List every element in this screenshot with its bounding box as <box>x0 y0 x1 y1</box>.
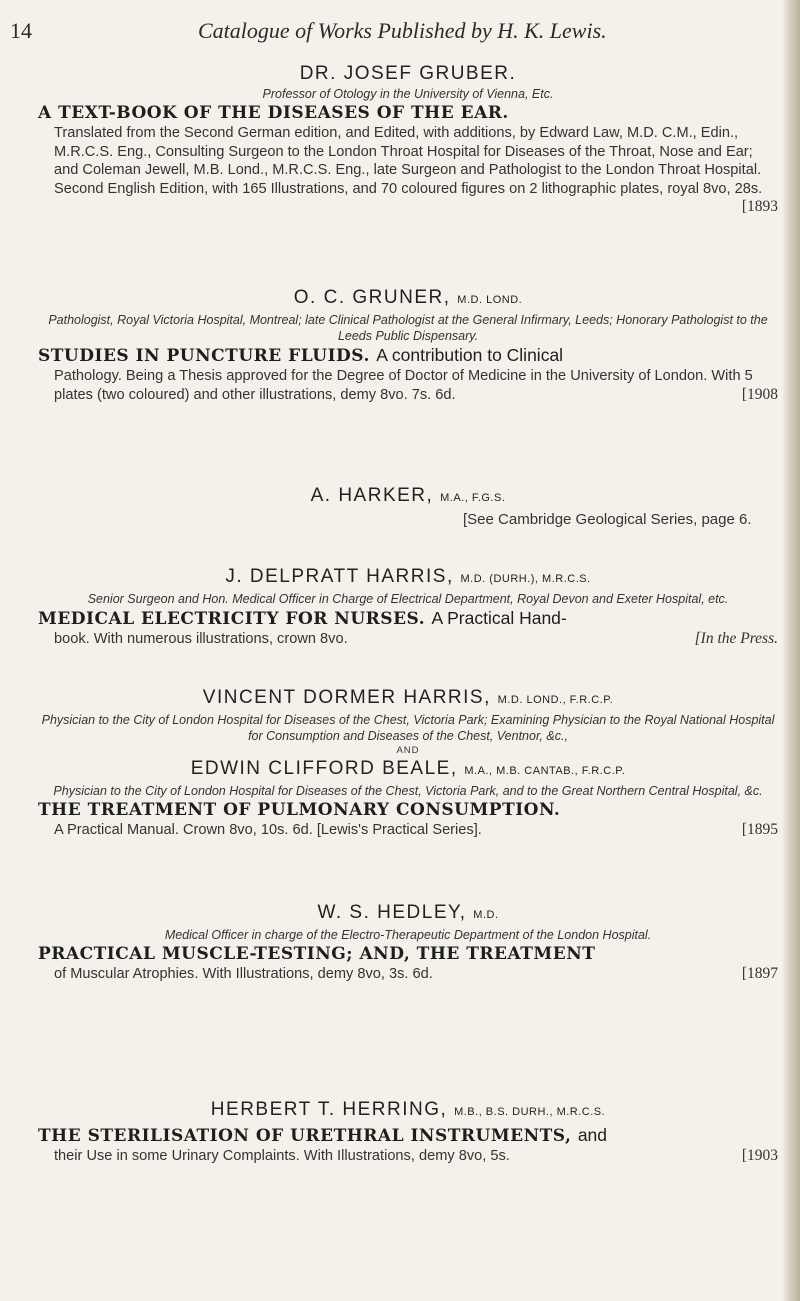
author-role: Pathologist, Royal Victoria Hospital, Montreal; late Clinical Pathologist at the General Infirmary, Leeds; Honorary Pathologist to the Leeds Public Dispensary. <box>48 313 768 343</box>
cross-reference: [See Cambridge Geological Series, page 6. <box>463 511 752 528</box>
book-title-continuation: A contribution to Clinical <box>376 345 564 365</box>
catalogue-entry-harris-beale <box>38 686 778 840</box>
author-degrees: M.B., B.S. DURH., M.R.C.S. <box>454 1106 606 1118</box>
book-title: THE TREATMENT OF PULMONARY CONSUMPTION. <box>38 800 561 820</box>
page-edge-shadow <box>782 0 800 1301</box>
book-title: PRACTICAL MUSCLE-TESTING; AND, THE TREATMENT <box>38 944 596 964</box>
author-line <box>38 686 778 712</box>
description-text: Pathology. Being a Thesis approved for the Degree of Doctor of Medicine in the University of London. With 5 plates (two coloured) and other illustrations, demy 8vo. 7s. 6d. <box>54 368 753 403</box>
book-title: STUDIES IN PUNCTURE FLUIDS. <box>38 346 370 366</box>
second-author-role: Physician to the City of London Hospital for Diseases of the Chest, Victoria Park, and to the Great Northern Central Hospital, &c. <box>53 784 763 798</box>
book-description <box>38 367 778 404</box>
author-line <box>38 286 778 312</box>
catalogue-entry-gruber <box>38 62 778 217</box>
publication-date: [1895 <box>741 821 778 838</box>
book-description <box>38 965 778 984</box>
catalogue-entry-herring <box>38 1098 778 1166</box>
author-degrees: M.D. (DURH.), M.R.C.S. <box>460 573 591 585</box>
author-line <box>38 901 778 927</box>
running-title: Catalogue of Works Published by H. K. Lewis. <box>198 18 607 43</box>
author-name: VINCENT DORMER HARRIS, <box>202 687 491 708</box>
author-degrees: M.D. LOND., F.R.C.P. <box>497 694 614 706</box>
description-text: their Use in some Urinary Complaints. With Illustrations, demy 8vo, 5s. <box>54 1148 510 1164</box>
book-title: MEDICAL ELECTRICITY FOR NURSES. <box>38 609 426 629</box>
catalogue-entry-harker <box>38 484 778 530</box>
book-description <box>38 1147 778 1166</box>
book-description <box>38 821 778 840</box>
publication-date: [1893 <box>741 198 778 215</box>
publication-date: [1897 <box>741 965 778 982</box>
author-degrees: M.D. LOND. <box>457 294 523 306</box>
and-separator: AND <box>396 745 420 756</box>
description-text: A Practical Manual. Crown 8vo, 10s. 6d. [Lewis's Practical Series]. <box>54 822 482 838</box>
running-head <box>10 18 760 48</box>
author-name: O. C. GRUNER, <box>293 287 451 308</box>
publication-date: [1908 <box>741 385 778 403</box>
publication-date: [In the Press. <box>694 630 778 647</box>
book-title-continuation: A Practical Hand- <box>431 608 567 628</box>
book-title-continuation: and <box>577 1125 608 1145</box>
author-role: Senior Surgeon and Hon. Medical Officer in Charge of Electrical Department, Royal Devon and Exeter Hospital, etc. <box>87 592 729 606</box>
book-title: THE STERILISATION OF URETHRAL INSTRUMENTS, <box>38 1126 572 1146</box>
book-title-line <box>38 344 778 367</box>
author-name: DR. JOSEF GRUBER. <box>299 63 517 84</box>
author-name: W. S. HEDLEY, <box>317 902 467 923</box>
author-line <box>38 1098 778 1124</box>
description-text: book. With numerous illustrations, crown 8vo. <box>54 631 348 647</box>
second-author-line <box>38 757 778 783</box>
author-degrees: M.A., F.G.S. <box>440 492 506 504</box>
book-description <box>38 630 778 649</box>
second-author-degrees: M.A., M.B. CANTAB., F.R.C.P. <box>464 765 626 777</box>
description-text: of Muscular Atrophies. With Illustrations, demy 8vo, 3s. 6d. <box>54 966 433 982</box>
description-text: Translated from the Second German edition, and Edited, with additions, by Edward Law, M.D. C.M., Edin., M.R.C.S. Eng., Consulting Surgeon to the London Throat Hospital for Diseases of the Throat, Nose and Ear; and Coleman Jewell, M.B. Lond., M.R.C.S. Eng., late Surgeon and Pathologist to the London Throat Hospital. Second English Edition, with 165 Illustrations, and 70 coloured figures on 2 lithographic plates, royal 8vo, 28s. <box>54 125 763 197</box>
page-number: 14 <box>10 18 32 43</box>
book-title: A TEXT-BOOK OF THE DISEASES OF THE EAR. <box>38 103 509 123</box>
author-name: HERBERT T. HERRING, <box>210 1099 448 1120</box>
book-description <box>38 124 778 215</box>
author-role: Medical Officer in charge of the Electro-Therapeutic Department of the London Hospital. <box>164 928 652 942</box>
author-name: A. HARKER, <box>310 485 434 506</box>
author-line <box>38 484 778 510</box>
author-role: Physician to the City of London Hospital for Diseases of the Chest, Victoria Park; Examining Physician to the Royal National Hospital for Consumption and Diseases of the Chest, Ventnor, &c., <box>41 713 775 743</box>
author-line <box>38 565 778 591</box>
second-author-name: EDWIN CLIFFORD BEALE, <box>190 758 458 779</box>
publication-date: [1903 <box>741 1147 778 1164</box>
catalogue-entry-gruner <box>38 286 778 404</box>
book-title-line <box>38 1124 778 1147</box>
author-name: J. DELPRATT HARRIS, <box>225 566 454 587</box>
catalogue-entry-hedley <box>38 901 778 984</box>
book-title-line <box>38 607 778 630</box>
catalogue-entry-delpratt-harris <box>38 565 778 649</box>
author-degrees: M.D. <box>473 909 499 921</box>
author-role: Professor of Otology in the University of Vienna, Etc. <box>262 87 554 101</box>
